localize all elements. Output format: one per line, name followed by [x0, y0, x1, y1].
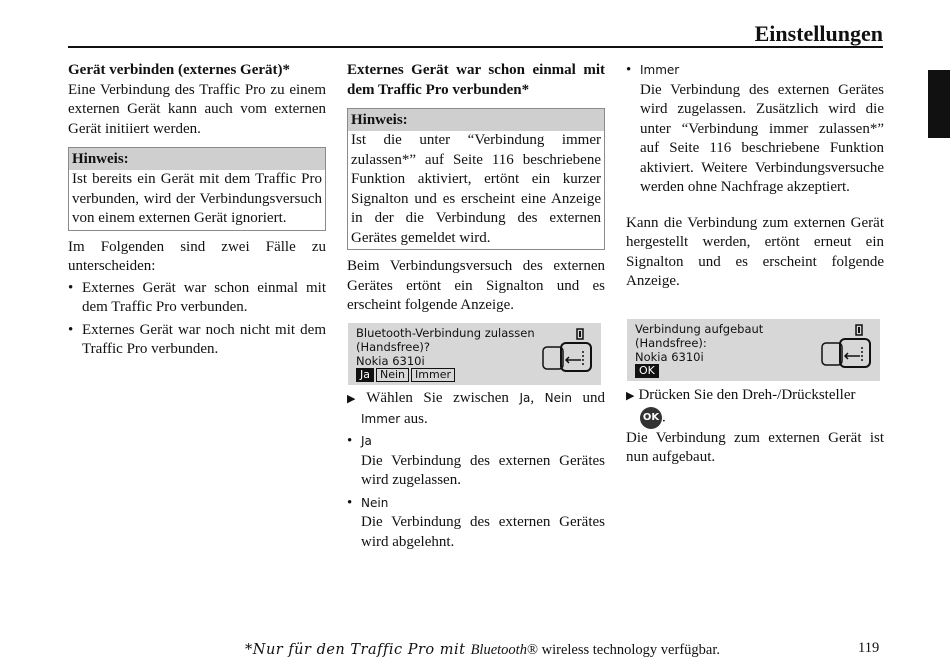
display-line: (Handsfree):	[635, 336, 707, 350]
footnote-prefix: *Nur für den Traffic Pro mit	[245, 642, 471, 658]
column-2	[347, 61, 605, 316]
note-box	[68, 147, 326, 231]
option-label: Nein	[544, 391, 572, 405]
column-1	[68, 61, 326, 363]
display-line: Nokia 6310i	[356, 354, 425, 368]
column-3-lower	[626, 386, 884, 468]
phone-handsfree-icon	[533, 327, 597, 377]
intro-text: Eine Verbindung des Traffic Pro zu einem externen Gerät kann auch vom externen Gerät initiiert werden.	[68, 81, 326, 137]
option-item	[626, 61, 884, 198]
option-label: Nein	[361, 495, 389, 510]
option-desc: Die Verbindung des externen Gerätes wird zugelassen.	[361, 452, 605, 488]
display-button-nein: Nein	[376, 368, 409, 382]
thumb-tab	[928, 70, 950, 138]
page-number: 119	[858, 640, 880, 656]
body-text: Beim Verbindungsversuch des externen Gerätes ertönt ein Signalton und es erscheint folgende Anzeige.	[347, 258, 605, 313]
cases-intro: Im Folgenden sind zwei Fälle zu unterscheiden:	[68, 238, 326, 274]
column-2-lower	[347, 389, 605, 552]
list-item: • Externes Gerät war schon einmal mit dem Traffic Pro verbunden.	[68, 279, 326, 318]
phone-handsfree-icon	[812, 323, 876, 373]
page-title: Einstellungen	[754, 21, 883, 46]
option-label: Ja	[361, 434, 372, 448]
ok-line: OK .	[626, 407, 884, 429]
note-label: Hinweis:	[348, 109, 604, 131]
display-line: (Handsfree)?	[356, 340, 431, 354]
option-desc: Die Verbindung des externen Gerätes wird abgelehnt.	[361, 514, 605, 550]
note-text: Ist die unter “Verbindung immer zulassen*” auf Seite 116 beschriebene Funktion aktiviert, ertönt ein kurzer Signalton und es erscheint eine Anzeige in der die Verbindung des externen Gerätes gemeldet wird.	[351, 132, 601, 246]
instruction: ▶ Drücken Sie den Dreh-/Drücksteller	[626, 387, 856, 403]
case-list	[68, 279, 326, 360]
display-line: Nokia 6310i	[635, 350, 704, 364]
option-item	[347, 432, 605, 491]
note-box	[347, 108, 605, 250]
footnote	[245, 640, 720, 660]
display-button-ok: OK	[635, 364, 659, 378]
header-rule	[68, 46, 883, 48]
column-3	[626, 61, 884, 292]
step-arrow-icon: ▶	[347, 393, 363, 405]
option-label: Immer	[640, 63, 680, 77]
display-line: Verbindung aufgebaut	[635, 322, 764, 336]
display-button-ja: Ja	[356, 368, 374, 382]
display-screenshot	[348, 323, 601, 385]
display-line: Bluetooth-Verbindung zulassen	[356, 326, 535, 340]
ok-button-icon: OK	[640, 407, 662, 429]
option-desc: Die Verbindung des externen Gerätes wird zugelassen. Zusätzlich wird die unter “Verbindung immer zulassen*” auf Seite 116 beschriebene Funktion aktiviert. Weitere Verbindungsversuche werden ohne Nachfrage akzeptiert.	[640, 81, 884, 195]
section-heading: Externes Gerät war schon einmal mit dem Traffic Pro verbunden*	[347, 62, 605, 98]
display-button-immer: Immer	[411, 368, 455, 382]
note-text: Ist bereits ein Gerät mit dem Traffic Pro verbunden, wird der Verbindungsversuch von einem externen Gerät ignoriert.	[72, 171, 322, 226]
result-text: Die Verbindung zum externen Gerät ist nun aufgebaut.	[626, 429, 884, 465]
option-item	[347, 494, 605, 553]
display-screenshot	[627, 319, 880, 381]
body-text: Kann die Verbindung zum externen Gerät hergestellt werden, ertönt erneut ein Signalton und es erscheint folgende Anzeige.	[626, 214, 884, 289]
instruction: ▶ Wählen Sie zwischen Ja, Nein und Immer aus.	[347, 390, 605, 427]
footnote-bluetooth: Bluetooth	[470, 642, 527, 658]
section-heading: Gerät verbinden (externes Gerät)*	[68, 62, 291, 78]
list-item: • Externes Gerät war noch nicht mit dem Traffic Pro verbunden.	[68, 321, 326, 360]
footnote-suffix: ® wireless technology verfügbar.	[526, 642, 720, 658]
option-label: Immer	[361, 411, 401, 426]
option-label: Ja	[519, 391, 531, 405]
note-label: Hinweis:	[69, 148, 325, 170]
step-arrow-icon: ▶	[626, 390, 635, 402]
